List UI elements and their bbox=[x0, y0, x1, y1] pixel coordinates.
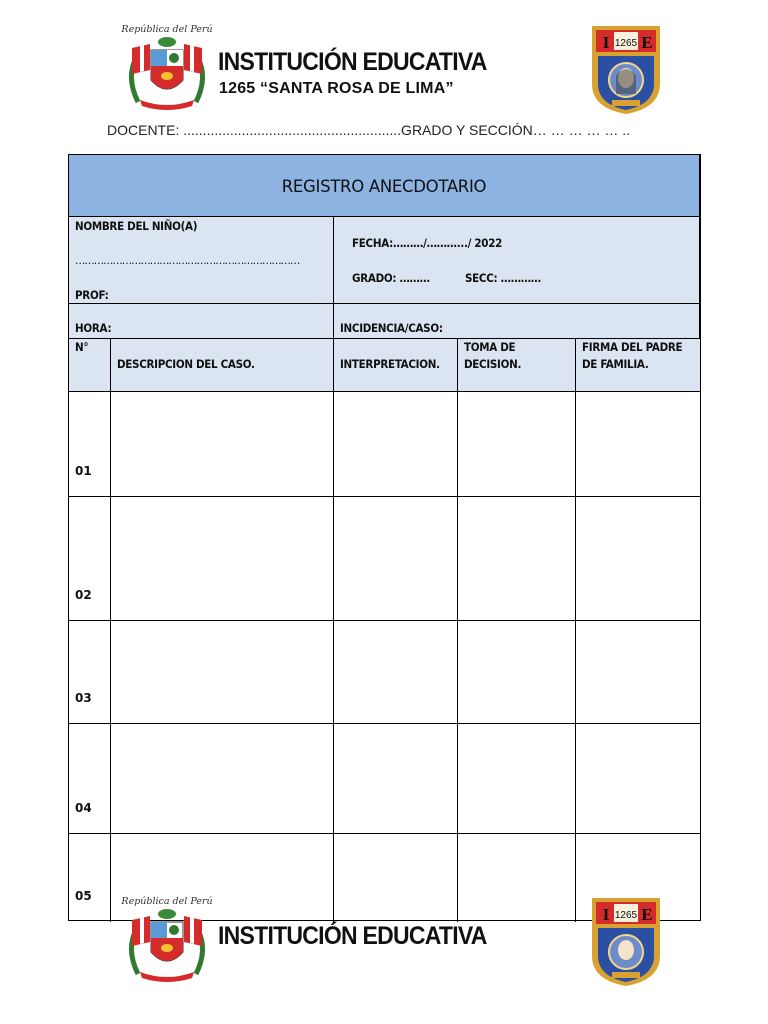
student-name-cell bbox=[69, 217, 334, 304]
grado-label: GRADO: ……… bbox=[352, 271, 430, 285]
col-header-interpretation: INTERPRETACION. bbox=[334, 339, 458, 392]
row-number: 02 bbox=[75, 588, 92, 602]
svg-text:República del Perú: República del Perú bbox=[121, 24, 213, 35]
peru-coat-of-arms-icon bbox=[118, 18, 216, 114]
row-interpretation-cell bbox=[334, 724, 458, 834]
school-shield-icon bbox=[590, 24, 662, 116]
row-number: 01 bbox=[75, 464, 92, 478]
footer-institution-title: INSTITUCIÓN EDUCATIVA bbox=[218, 922, 487, 950]
nombre-dots: ……………………………………………………………… bbox=[75, 253, 300, 267]
institution-subtitle: 1265 “SANTA ROSA DE LIMA” bbox=[219, 80, 454, 97]
svg-text:E: E bbox=[641, 33, 653, 52]
docente-grado-line: DOCENTE: ........................................................GRADO Y SECCIÓN… … … … … .. bbox=[107, 122, 631, 138]
institution-title: INSTITUCIÓN EDUCATIVA bbox=[218, 48, 487, 76]
date-grade-cell bbox=[334, 217, 700, 304]
repeated-document-header bbox=[0, 890, 768, 990]
row-number-cell bbox=[69, 392, 111, 497]
prof-label: PROF: bbox=[75, 288, 109, 302]
row-number: 05 bbox=[75, 889, 92, 903]
svg-text:1265: 1265 bbox=[614, 910, 638, 921]
svg-text:1265: 1265 bbox=[614, 38, 638, 49]
svg-text:E: E bbox=[641, 905, 653, 924]
hora-label: HORA: bbox=[75, 321, 112, 335]
row-interpretation-cell bbox=[334, 621, 458, 724]
row-description-cell bbox=[111, 497, 334, 621]
svg-text:I: I bbox=[602, 905, 610, 924]
row-decision-cell bbox=[458, 621, 576, 724]
row-interpretation-cell bbox=[334, 392, 458, 497]
row-decision-cell bbox=[458, 497, 576, 621]
svg-text:I: I bbox=[602, 33, 610, 52]
form-title-band bbox=[69, 155, 700, 217]
row-decision-cell bbox=[458, 724, 576, 834]
document-header bbox=[0, 18, 768, 118]
incidencia-label: INCIDENCIA/CASO: bbox=[340, 321, 443, 335]
row-number-cell bbox=[69, 497, 111, 621]
row-signature-cell bbox=[576, 497, 700, 621]
peru-coat-of-arms-icon bbox=[118, 890, 216, 986]
row-description-cell bbox=[111, 392, 334, 497]
row-signature-cell bbox=[576, 621, 700, 724]
col-header-decision: TOMA DE DECISION. bbox=[458, 339, 576, 392]
svg-text:República del Perú: República del Perú bbox=[121, 896, 213, 907]
secc-label: SECC: ………… bbox=[465, 271, 541, 285]
col-header-number: N° bbox=[69, 339, 111, 392]
school-shield-icon bbox=[590, 896, 662, 988]
row-interpretation-cell bbox=[334, 497, 458, 621]
row-signature-cell bbox=[576, 724, 700, 834]
row-number-cell bbox=[69, 724, 111, 834]
row-number: 03 bbox=[75, 691, 92, 705]
row-decision-cell bbox=[458, 392, 576, 497]
row-number-cell bbox=[69, 621, 111, 724]
anecdotal-record-form bbox=[68, 154, 701, 921]
row-number: 04 bbox=[75, 801, 92, 815]
col-header-parent-signature: FIRMA DEL PADRE DE FAMILIA. bbox=[576, 339, 700, 392]
nombre-label: NOMBRE DEL NIÑO(A) bbox=[75, 219, 198, 233]
row-description-cell bbox=[111, 621, 334, 724]
form-title: REGISTRO ANECDOTARIO bbox=[281, 177, 487, 196]
incidencia-cell bbox=[334, 304, 700, 339]
hora-cell bbox=[69, 304, 334, 339]
col-header-description: DESCRIPCION DEL CASO. bbox=[111, 339, 334, 392]
row-description-cell bbox=[111, 724, 334, 834]
row-signature-cell bbox=[576, 392, 700, 497]
fecha-label: FECHA:………/……….../ 2022 bbox=[352, 236, 502, 250]
